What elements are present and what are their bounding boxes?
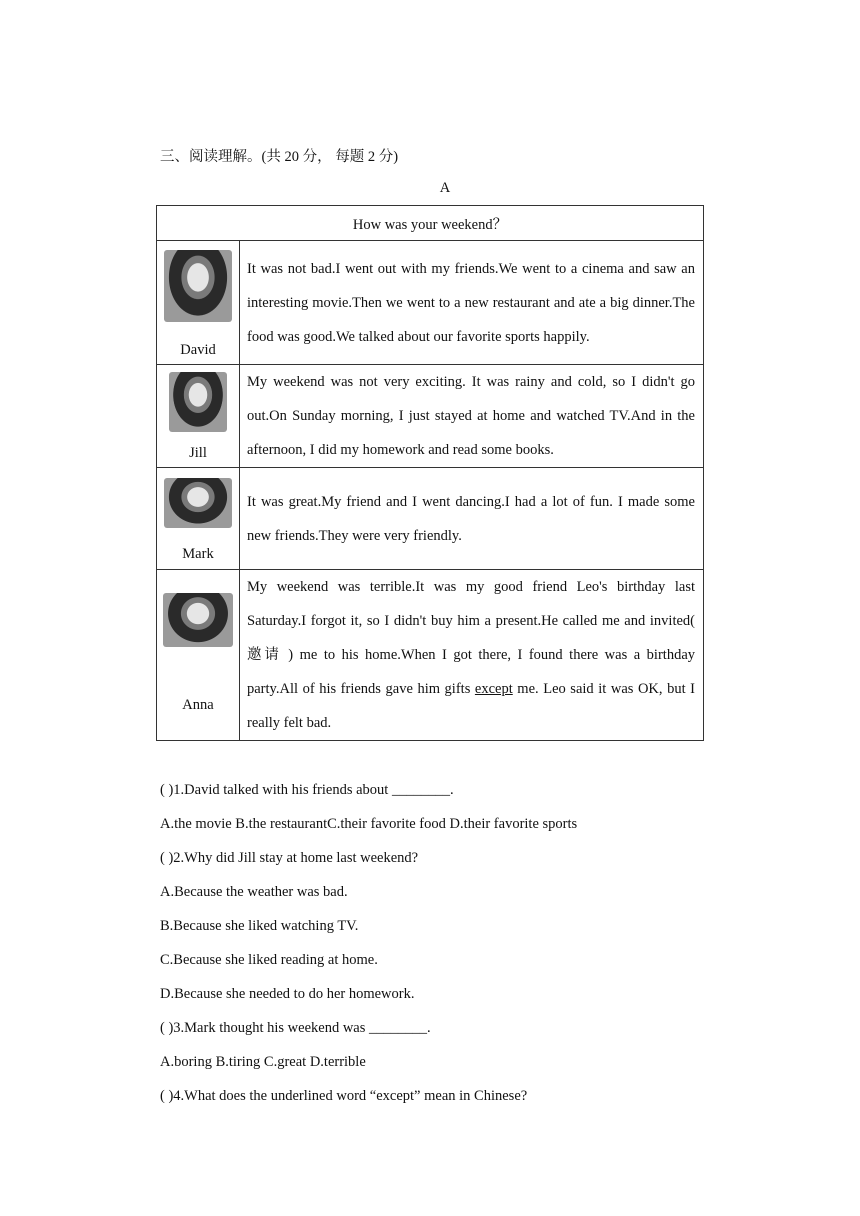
passage-label: A (439, 180, 451, 196)
question-options: A.the movie B.the restaurantC.their favorite food D.their favorite sports (160, 816, 578, 832)
person-cell-anna (157, 570, 240, 741)
question-option: C.Because she liked reading at home. (160, 952, 378, 968)
person-name: Mark (182, 546, 214, 562)
questions (160, 773, 720, 1113)
section-title: 三、阅读理解。(共 20 分， 每题 2 分) (160, 149, 399, 165)
question-option: D.Because she needed to do her homework. (160, 986, 415, 1002)
question-line: ( )1.David talked with his friends about ________. (160, 782, 454, 798)
person-name: Jill (189, 445, 207, 461)
question-option: A.Because the weather was bad. (160, 884, 348, 900)
passage-text-after: me. Leo said it was OK, but I really felt bad. (247, 681, 695, 731)
question-line: ( )4.What does the underlined word “except” mean in Chinese? (160, 1088, 528, 1104)
person-cell-jill (157, 365, 240, 468)
person-name: David (180, 342, 216, 358)
person-name: Anna (182, 696, 214, 713)
passage-text-before: My weekend was terrible.It was my good friend Leo's birthday last Saturday.I forgot it, so I didn't buy him a present.He called me and invited( 邀请 ) me to his home.When I got there, I found there was a birthday party.All of his friends gave him gifts (247, 579, 695, 697)
passage-text: My weekend was not very exciting. It was rainy and cold, so I didn't go out.On Sunday morning, I just stayed at home and watched TV.And in the afternoon, I did my homework and read some books. (240, 365, 704, 468)
question-options: A.boring B.tiring C.great D.terrible (160, 1054, 366, 1070)
david-photo (164, 250, 232, 322)
person-cell-david (157, 241, 240, 365)
question-option: B.Because she liked watching TV. (160, 918, 359, 934)
mark-photo (164, 478, 232, 528)
anna-photo (163, 593, 233, 647)
person-cell-mark (157, 468, 240, 570)
question-line: ( )3.Mark thought his weekend was ________. (160, 1020, 431, 1036)
jill-photo (169, 372, 227, 432)
passage-text: It was not bad.I went out with my friends.We went to a cinema and saw an interesting movie.Then we went to a new restaurant and ate a big dinner.The food was good.We talked about our favorite sports happily. (240, 241, 704, 365)
passage-text: It was great.My friend and I went dancing.I had a lot of fun. I made some new friends.They were very friendly. (240, 468, 704, 570)
passage-text (240, 570, 704, 741)
table-header: How was your weekend？ (157, 206, 704, 241)
question-line: ( )2.Why did Jill stay at home last weekend? (160, 850, 419, 866)
underlined-word: except (474, 681, 513, 697)
reading-table (156, 205, 704, 741)
